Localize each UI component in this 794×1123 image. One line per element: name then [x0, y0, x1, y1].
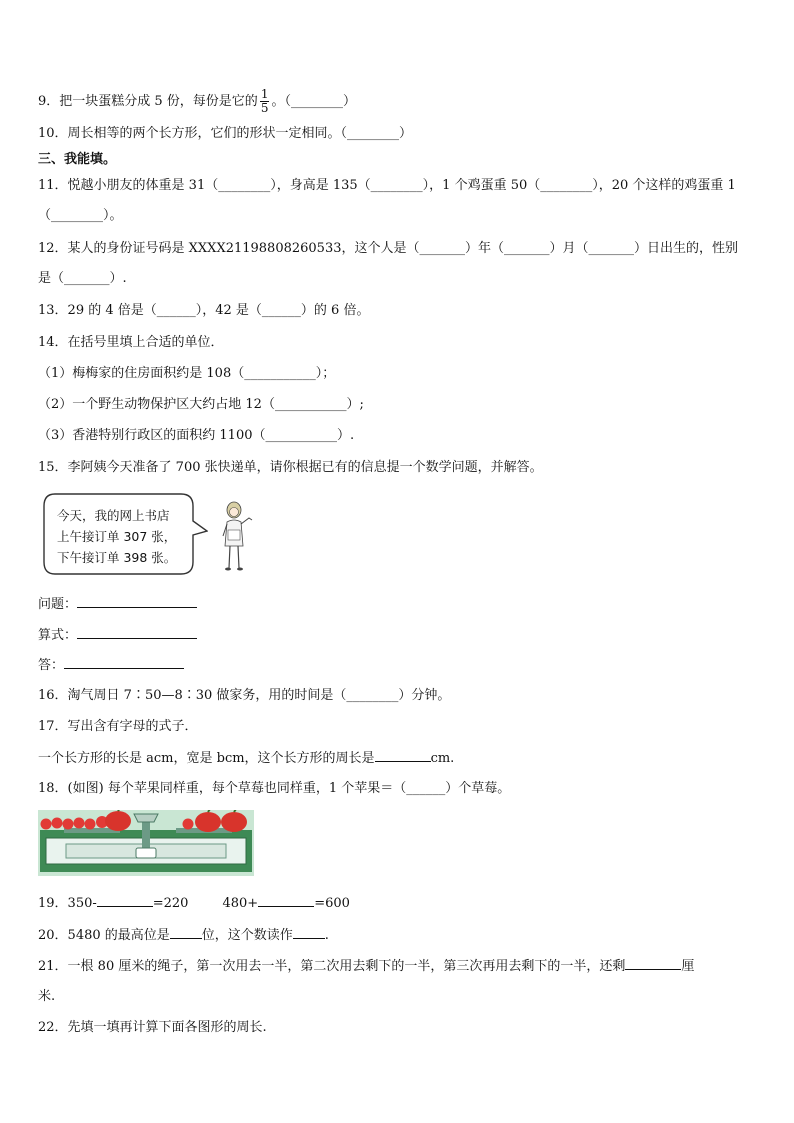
- question-21-line1: 21．一根 80 厘米的绳子，第一次用去一半，第二次用去剩下的一半，第三次再用去剩下的一半，还剩 厘: [38, 959, 695, 974]
- question-17-line2: 一个长方形的长是 acm，宽是 bcm，这个长方形的周长是 cm.: [38, 751, 455, 766]
- question-11-line2: （________）。: [38, 208, 123, 223]
- question-field: 问题：: [38, 594, 197, 614]
- speech-bubble-text: 今天，我的网上书店 上午接订单 307 张， 下午接订单 398 张。: [57, 508, 177, 565]
- formula-field: 算式：: [38, 625, 197, 645]
- answer-answer-line[interactable]: [64, 655, 184, 669]
- question-16: 16．淘气周日 7∶50—8∶30 做家务，用的时间是（________）分钟。: [38, 688, 451, 703]
- question-12-line2: 是（_______）.: [38, 271, 127, 286]
- question-14-part2: （2）一个野生动物保护区大约占地 12（___________）;: [38, 397, 364, 412]
- question-18: 18．(如图) 每个苹果同样重，每个草莓也同样重，1 个苹果＝（______）个草莓。: [38, 781, 511, 796]
- question-17: 17．写出含有字母的式子．: [38, 719, 198, 734]
- fraction-one-fifth: $\frac{1}{5}$: [260, 87, 269, 115]
- answer-field: 答：: [38, 655, 184, 675]
- woman-figure-icon: [214, 500, 258, 572]
- question-21-line2: 米.: [38, 989, 56, 1004]
- question-9: 9．把一块蛋糕分成 5 份，每份是它的 $\frac{1}{5}$ 。（________）: [38, 87, 356, 115]
- question-15: 15．李阿姨今天准备了 700 张快递单，请你根据已有的信息提一个数学问题，并解答。: [38, 460, 543, 475]
- perimeter-blank[interactable]: [375, 749, 431, 762]
- question-10: 10．周长相等的两个长方形，它们的形状一定相同。（________）: [38, 126, 413, 141]
- question-20: 20．5480 的最高位是 位，这个数读作 .: [38, 928, 329, 943]
- question-19: 19．350- =220 480+ =600: [38, 896, 350, 911]
- question-13: 13．29 的 4 倍是（______），42 是（______）的 6 倍。: [38, 303, 370, 318]
- question-14-part3: （3）香港特别行政区的面积约 1100（___________）.: [38, 428, 355, 443]
- formula-answer-line[interactable]: [77, 625, 197, 639]
- addition-blank[interactable]: [258, 894, 314, 907]
- section-heading: 三、我能填。: [38, 152, 117, 167]
- question-22: 22．先填一填再计算下面各图形的周长.: [38, 1020, 267, 1035]
- question-14: 14．在括号里填上合适的单位．: [38, 335, 224, 350]
- subtraction-blank[interactable]: [97, 894, 153, 907]
- highest-place-blank[interactable]: [170, 926, 202, 939]
- question-answer-line[interactable]: [77, 594, 197, 608]
- question-12-line1: 12．某人的身份证号码是 XXXX21198808260533，这个人是（_______）年（_______）月（_______）日出生的，性别: [38, 241, 738, 256]
- read-number-blank[interactable]: [293, 926, 325, 939]
- balance-scale-icon: [38, 810, 254, 876]
- question-11-line1: 11．悦越小朋友的体重是 31（________），身高是 135（________），1 个鸡蛋重 50（________），20 个这样的鸡蛋重 1: [38, 178, 736, 193]
- question-14-part1: （1）梅梅家的住房面积约是 108（___________）；: [38, 366, 336, 381]
- rope-remaining-blank[interactable]: [625, 957, 681, 970]
